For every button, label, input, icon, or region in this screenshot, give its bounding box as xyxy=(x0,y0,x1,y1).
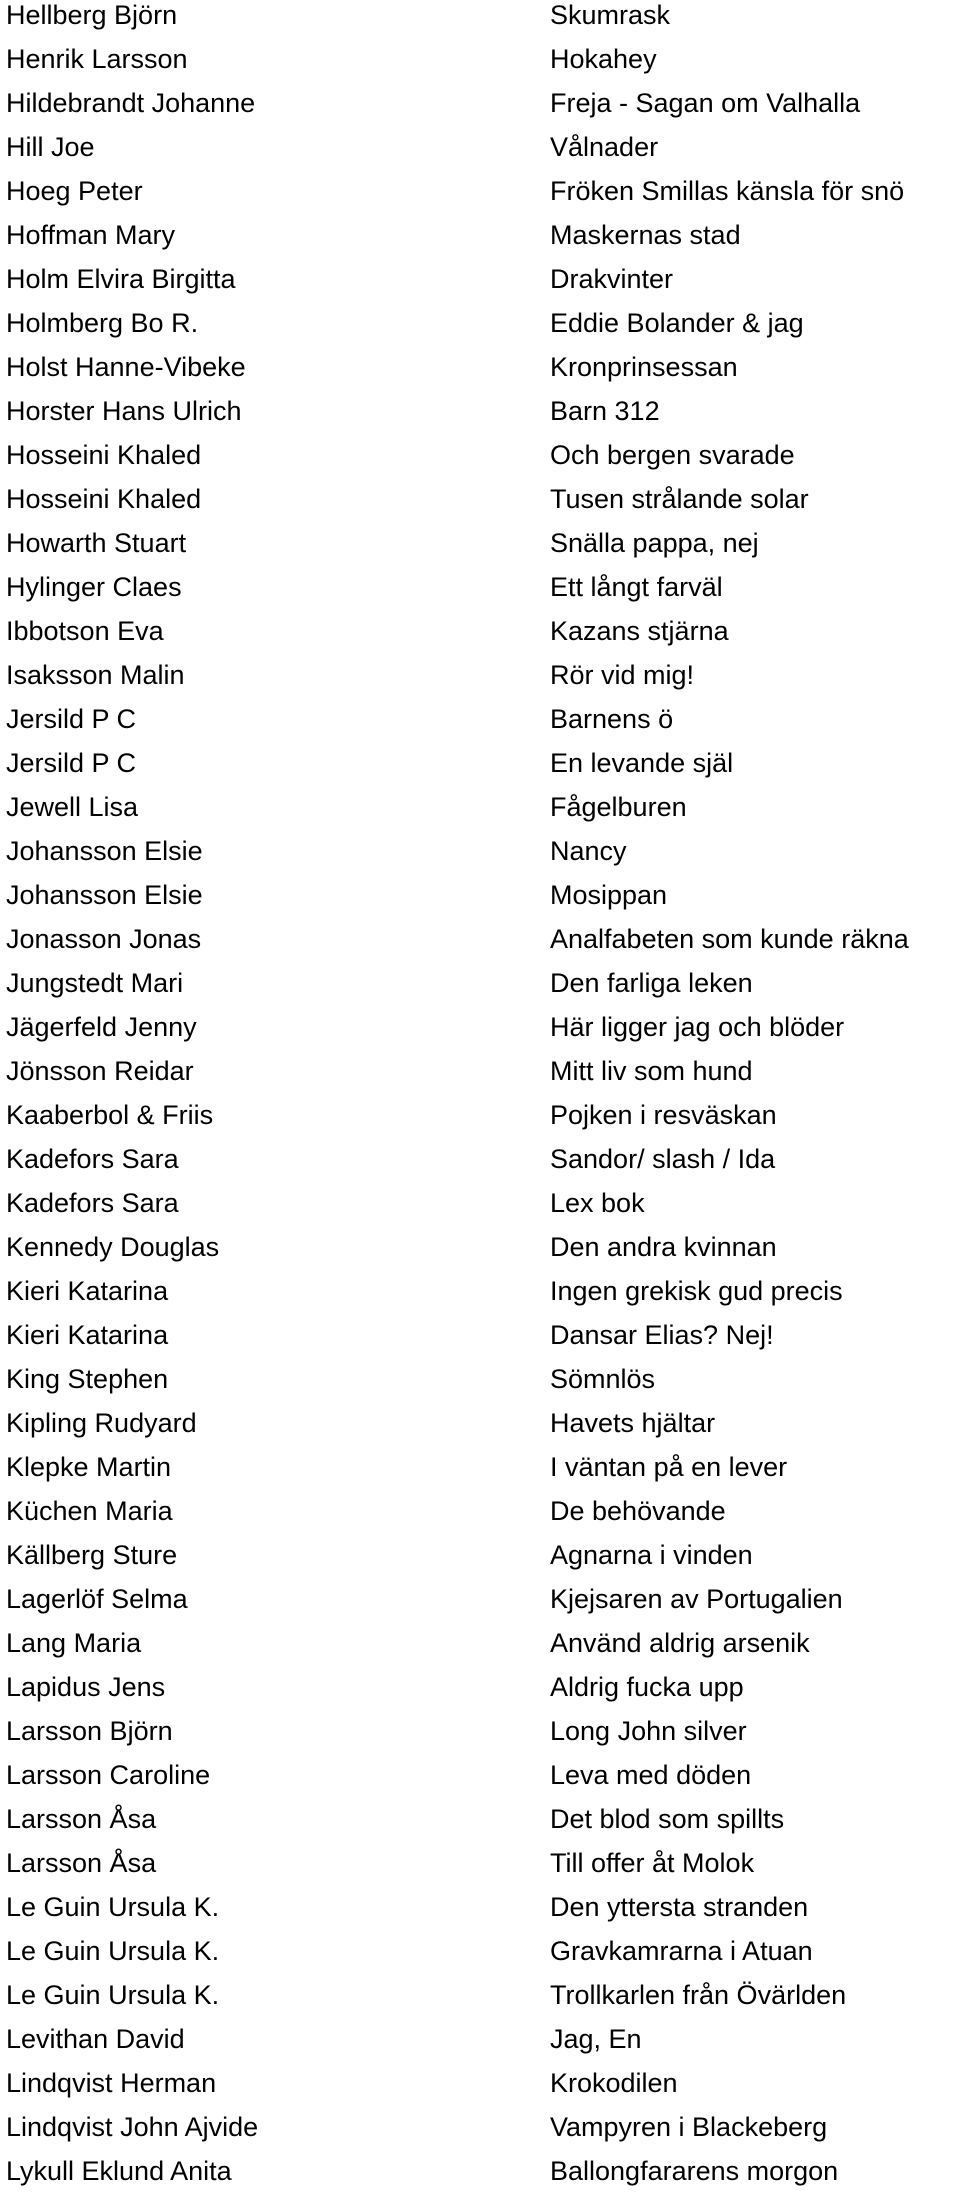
author-name: Larsson Björn xyxy=(6,1716,173,1746)
author-name: Hildebrandt Johanne xyxy=(6,88,256,118)
author-name: Kieri Katarina xyxy=(6,1276,169,1306)
author-name: Hosseini Khaled xyxy=(6,484,202,514)
author-name: Hoeg Peter xyxy=(6,176,143,206)
book-title: Freja - Sagan om Valhalla xyxy=(550,88,861,118)
book-title: Jag, En xyxy=(550,2024,642,2054)
author-name: Kadefors Sara xyxy=(6,1144,179,1174)
author-name: Lapidus Jens xyxy=(6,1672,166,1702)
author-name: Källberg Sture xyxy=(6,1540,178,1570)
book-title: Maskernas stad xyxy=(550,220,741,250)
list-item xyxy=(0,1539,960,1583)
list-item xyxy=(0,43,960,87)
list-item xyxy=(0,1319,960,1363)
book-title: Aldrig fucka upp xyxy=(550,1672,744,1702)
book-title: Nancy xyxy=(550,836,627,866)
author-name: Klepke Martin xyxy=(6,1452,172,1482)
author-name: Hellberg Björn xyxy=(6,0,178,30)
book-title: Mitt liv som hund xyxy=(550,1056,753,1086)
book-title: Leva med döden xyxy=(550,1760,752,1790)
book-title: De behövande xyxy=(550,1496,726,1526)
author-name: Horster Hans Ulrich xyxy=(6,396,242,426)
author-name: Ibbotson Eva xyxy=(6,616,164,646)
book-title: Den yttersta stranden xyxy=(550,1892,809,1922)
list-item xyxy=(0,1055,960,1099)
list-item xyxy=(0,0,960,43)
author-name: Jewell Lisa xyxy=(6,792,139,822)
author-name: Larsson Åsa xyxy=(6,1848,157,1878)
list-item xyxy=(0,395,960,439)
author-name: Isaksson Malin xyxy=(6,660,185,690)
author-name: King Stephen xyxy=(6,1364,169,1394)
author-name: Hill Joe xyxy=(6,132,95,162)
author-name: Johansson Elsie xyxy=(6,880,203,910)
author-name: Jönsson Reidar xyxy=(6,1056,194,1086)
list-item xyxy=(0,1451,960,1495)
author-name: Jägerfeld Jenny xyxy=(6,1012,197,1042)
list-item xyxy=(0,1363,960,1407)
book-title: Analfabeten som kunde räkna xyxy=(550,924,909,954)
list-item xyxy=(0,2111,960,2155)
book-title: Det blod som spillts xyxy=(550,1804,785,1834)
book-title: Rör vid mig! xyxy=(550,660,695,690)
list-item xyxy=(0,2023,960,2067)
list-item xyxy=(0,1099,960,1143)
list-item xyxy=(0,351,960,395)
list-item xyxy=(0,2155,960,2199)
book-title: Agnarna i vinden xyxy=(550,1540,753,1570)
list-item xyxy=(0,175,960,219)
book-title: Till offer åt Molok xyxy=(550,1848,755,1878)
list-item xyxy=(0,1803,960,1847)
author-name: Küchen Maria xyxy=(6,1496,173,1526)
list-item xyxy=(0,1275,960,1319)
book-title: Kazans stjärna xyxy=(550,616,729,646)
book-title: Vampyren i Blackeberg xyxy=(550,2112,828,2142)
book-title: Ingen grekisk gud precis xyxy=(550,1276,843,1306)
list-item xyxy=(0,439,960,483)
author-name: Larsson Åsa xyxy=(6,1804,157,1834)
author-name: Kipling Rudyard xyxy=(6,1408,197,1438)
author-name: Holmberg Bo R. xyxy=(6,308,199,338)
author-name: Johansson Elsie xyxy=(6,836,203,866)
author-name: Kaaberbol & Friis xyxy=(6,1100,214,1130)
author-name: Hosseini Khaled xyxy=(6,440,202,470)
book-title: Tusen strålande solar xyxy=(550,484,809,514)
book-title: Sandor/ slash / Ida xyxy=(550,1144,776,1174)
book-title: En levande själ xyxy=(550,748,734,778)
author-name: Lang Maria xyxy=(6,1628,142,1658)
book-title: Sömnlös xyxy=(550,1364,656,1394)
list-item xyxy=(0,1495,960,1539)
list-item xyxy=(0,263,960,307)
book-title: Krokodilen xyxy=(550,2068,678,2098)
book-title: Här ligger jag och blöder xyxy=(550,1012,845,1042)
book-title: Ett långt farväl xyxy=(550,572,723,602)
book-title: Mosippan xyxy=(550,880,668,910)
book-title: Barn 312 xyxy=(550,396,660,426)
author-name: Jonasson Jonas xyxy=(6,924,202,954)
author-name: Lindqvist Herman xyxy=(6,2068,217,2098)
list-item xyxy=(0,879,960,923)
list-item xyxy=(0,1759,960,1803)
author-name: Howarth Stuart xyxy=(6,528,187,558)
author-name: Le Guin Ursula K. xyxy=(6,1936,220,1966)
book-title: Ballongfararens morgon xyxy=(550,2156,839,2186)
author-name: Kieri Katarina xyxy=(6,1320,169,1350)
list-item xyxy=(0,1231,960,1275)
book-title: Eddie Bolander & jag xyxy=(550,308,804,338)
list-item xyxy=(0,1715,960,1759)
book-title: Vålnader xyxy=(550,132,659,162)
author-name: Le Guin Ursula K. xyxy=(6,1980,220,2010)
list-item xyxy=(0,1847,960,1891)
book-title: Den andra kvinnan xyxy=(550,1232,777,1262)
list-item xyxy=(0,307,960,351)
list-item xyxy=(0,1011,960,1055)
list-item xyxy=(0,1627,960,1671)
list-item xyxy=(0,1891,960,1935)
list-item xyxy=(0,571,960,615)
author-name: Lykull Eklund Anita xyxy=(6,2156,232,2186)
list-item xyxy=(0,1671,960,1715)
author-name: Larsson Caroline xyxy=(6,1760,211,1790)
author-name: Jungstedt Mari xyxy=(6,968,184,998)
list-item xyxy=(0,2067,960,2111)
list-item xyxy=(0,1583,960,1627)
book-title: Pojken i resväskan xyxy=(550,1100,777,1130)
book-title: Havets hjältar xyxy=(550,1408,716,1438)
author-name: Levithan David xyxy=(6,2024,185,2054)
book-title: I väntan på en lever xyxy=(550,1452,788,1482)
book-title: Snälla pappa, nej xyxy=(550,528,759,558)
author-name: Kadefors Sara xyxy=(6,1188,179,1218)
book-title: Fröken Smillas känsla för snö xyxy=(550,176,905,206)
author-name: Lagerlöf Selma xyxy=(6,1584,188,1614)
list-item xyxy=(0,527,960,571)
author-name: Hylinger Claes xyxy=(6,572,182,602)
list-item xyxy=(0,1187,960,1231)
author-name: Kennedy Douglas xyxy=(6,1232,220,1262)
book-title: Och bergen svarade xyxy=(550,440,795,470)
book-title: Gravkamrarna i Atuan xyxy=(550,1936,813,1966)
author-name: Lindqvist John Ajvide xyxy=(6,2112,259,2142)
book-title: Trollkarlen från Övärlden xyxy=(550,1980,847,2010)
book-title: Skumrask xyxy=(550,0,671,30)
author-name: Jersild P C xyxy=(6,704,137,734)
author-name: Holm Elvira Birgitta xyxy=(6,264,236,294)
list-item xyxy=(0,791,960,835)
book-title: Hokahey xyxy=(550,44,657,74)
list-item xyxy=(0,923,960,967)
list-item xyxy=(0,747,960,791)
list-item xyxy=(0,615,960,659)
list-item xyxy=(0,1143,960,1187)
list-item xyxy=(0,1979,960,2023)
book-title: Använd aldrig arsenik xyxy=(550,1628,810,1658)
list-item xyxy=(0,483,960,527)
list-item xyxy=(0,219,960,263)
author-name: Le Guin Ursula K. xyxy=(6,1892,220,1922)
book-title: Dansar Elias? Nej! xyxy=(550,1320,774,1350)
author-name: Henrik Larsson xyxy=(6,44,188,74)
book-title: Fågelburen xyxy=(550,792,687,822)
list-item xyxy=(0,967,960,1011)
list-item xyxy=(0,131,960,175)
book-title: Barnens ö xyxy=(550,704,674,734)
list-item xyxy=(0,835,960,879)
list-item xyxy=(0,1935,960,1979)
book-title: Den farliga leken xyxy=(550,968,753,998)
book-title: Kjejsaren av Portugalien xyxy=(550,1584,843,1614)
book-title: Drakvinter xyxy=(550,264,674,294)
author-name: Holst Hanne-Vibeke xyxy=(6,352,246,382)
book-title: Lex bok xyxy=(550,1188,645,1218)
book-title: Kronprinsessan xyxy=(550,352,738,382)
author-name: Hoffman Mary xyxy=(6,220,176,250)
list-item xyxy=(0,1407,960,1451)
list-item xyxy=(0,703,960,747)
list-item xyxy=(0,659,960,703)
book-title: Long John silver xyxy=(550,1716,747,1746)
author-name: Jersild P C xyxy=(6,748,137,778)
list-item xyxy=(0,87,960,131)
